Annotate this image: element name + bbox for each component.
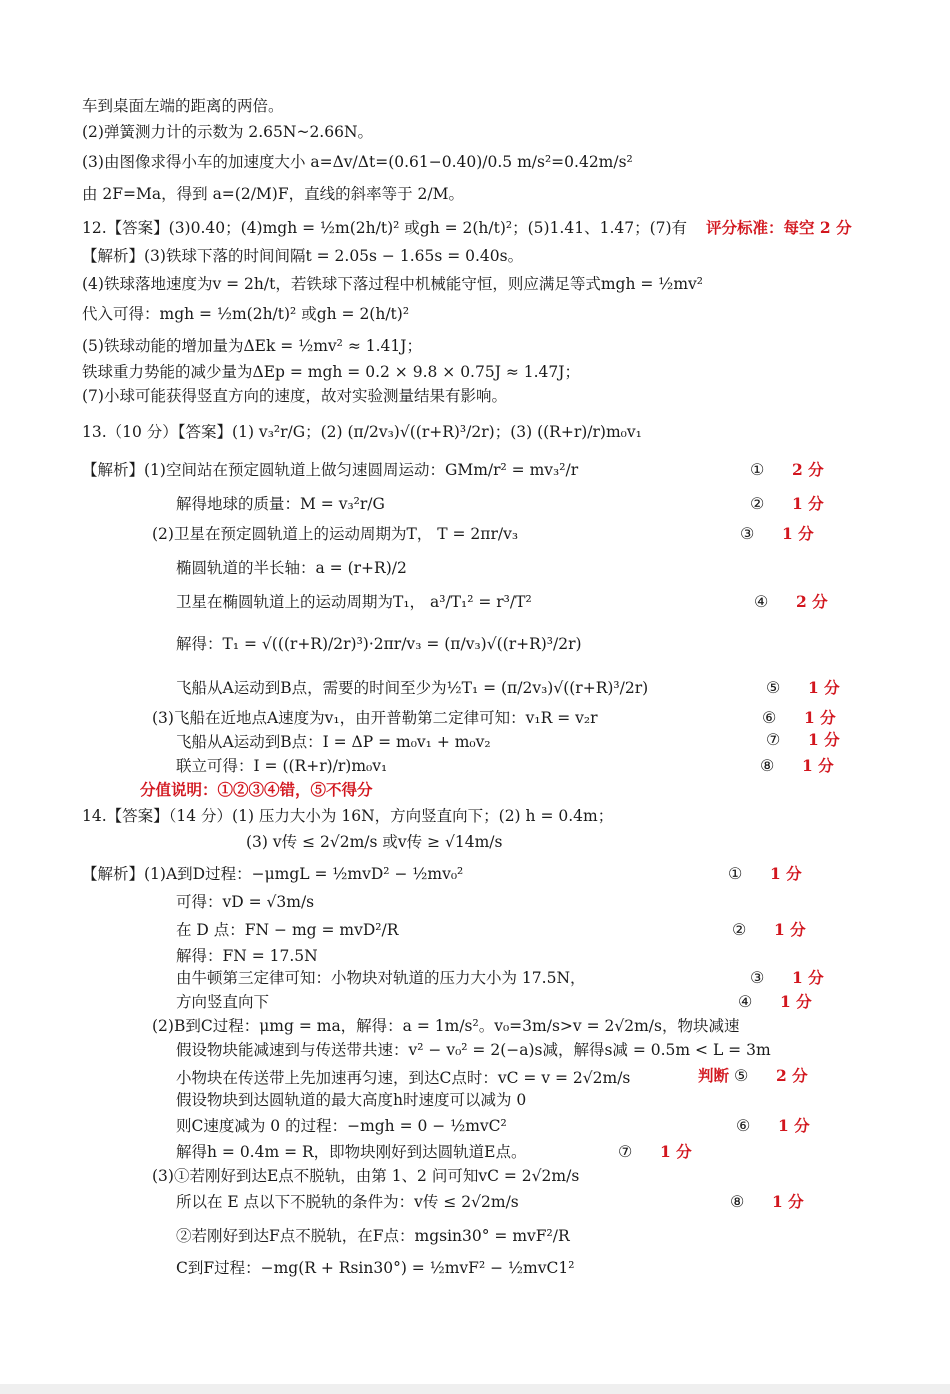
- step-marker: ⑥: [762, 708, 777, 727]
- step-points: 1 分: [774, 920, 806, 939]
- step-points: 1 分: [808, 678, 840, 697]
- text-line: 车到桌面左端的距离的两倍。: [82, 97, 284, 115]
- text-line: (3)①若刚好到达E点不脱轨，由第 1、2 问可知vC = 2√2m/s: [152, 1167, 580, 1185]
- text-line: 解得：T₁ = √(((r+R)/2r)³)·2πr/v₃ = (π/v₃)√((r+R)³/2r): [176, 635, 582, 653]
- text-line: ②若刚好到达F点不脱轨，在F点：mgsin30° = mvF²/R: [176, 1227, 570, 1245]
- text-line: 由 2F=Ma，得到 a=(2/M)F，直线的斜率等于 2/M。: [82, 185, 464, 203]
- text-line: (2)B到C过程：μmg = ma，解得：a = 1m/s²。v₀=3m/s>v = 2√2m/s，物块减速: [152, 1017, 740, 1035]
- text-line: 卫星在椭圆轨道上的运动周期为T₁， a³/T₁² = r³/T²: [176, 593, 532, 611]
- step-marker: ⑦: [618, 1142, 633, 1161]
- q14-judgement-label: 判断: [698, 1066, 730, 1085]
- q14-judgement-marker: ⑤: [734, 1066, 749, 1085]
- bottom-edge: [0, 1384, 950, 1394]
- step-marker: ⑦: [766, 730, 781, 749]
- step-points: 1 分: [802, 756, 834, 775]
- text-line: (3)飞船在近地点A速度为v₁，由开普勒第二定律可知：v₁R = v₂r: [152, 709, 598, 727]
- text-line: (3)由图像求得小车的加速度大小 a=Δv/Δt=(0.61−0.40)/0.5 m/s²=0.42m/s²: [82, 153, 633, 171]
- step-points: 1 分: [808, 730, 840, 749]
- step-marker: ①: [728, 864, 743, 883]
- step-points: 2 分: [792, 460, 824, 479]
- text-line: 所以在 E 点以下不脱轨的条件为：v传 ≤ 2√2m/s: [176, 1193, 519, 1211]
- text-line: C到F过程：−mg(R + Rsin30°) = ½mvF² − ½mvC1²: [176, 1259, 575, 1277]
- text-line: 联立可得：I = ((R+r)/r)m₀v₁: [176, 757, 388, 775]
- step-points: 1 分: [782, 524, 814, 543]
- step-points: 1 分: [792, 494, 824, 513]
- step-marker: ⑥: [736, 1116, 751, 1135]
- text-line: 假设物块能减速到与传送带共速：v² − v₀² = 2(−a)s减，解得s减 = 0.5m < L = 3m: [176, 1041, 771, 1059]
- step-marker: ②: [750, 494, 765, 513]
- step-points: 2 分: [796, 592, 828, 611]
- text-line: 【解析】(1)A到D过程：−μmgL = ½mvD² − ½mv₀²: [82, 865, 464, 883]
- text-line: 由牛顿第三定律可知：小物块对轨道的压力大小为 17.5N，: [176, 969, 586, 987]
- step-points: 1 分: [770, 864, 802, 883]
- text-line: (2)弹簧测力计的示数为 2.65N~2.66N。: [82, 123, 374, 141]
- text-line: 12.【答案】(3)0.40；(4)mgh = ½m(2h/t)² 或gh = 2(h/t)²；(5)1.41、1.47；(7)有: [82, 219, 688, 237]
- step-marker: ②: [732, 920, 747, 939]
- text-line: 可得：vD = √3m/s: [176, 893, 315, 911]
- text-line: (5)铁球动能的增加量为ΔEk = ½mv² ≈ 1.41J；: [82, 337, 422, 355]
- step-points: 1 分: [660, 1142, 692, 1161]
- text-line: 则C速度减为 0 的过程：−mgh = 0 − ½mvC²: [176, 1117, 507, 1135]
- text-line: 解得地球的质量：M = v₃²r/G: [176, 495, 385, 513]
- text-line: 椭圆轨道的半长轴：a = (r+R)/2: [176, 559, 407, 577]
- text-line: 14.【答案】（14 分）(1) 压力大小为 16N，方向竖直向下；(2) h = 0.4m；: [82, 807, 614, 825]
- q14-judgement-points: 2 分: [776, 1066, 808, 1085]
- text-line: 解得：FN = 17.5N: [176, 947, 318, 965]
- text-line: 方向竖直向下: [176, 993, 270, 1011]
- text-line: (3) v传 ≤ 2√2m/s 或v传 ≥ √14m/s: [246, 833, 503, 851]
- step-marker: ⑤: [766, 678, 781, 697]
- step-points: 1 分: [772, 1192, 804, 1211]
- step-points: 1 分: [780, 992, 812, 1011]
- text-line: (2)卫星在预定圆轨道上的运动周期为T， T = 2πr/v₃: [152, 525, 519, 543]
- text-line: 假设物块到达圆轨道的最大高度h时速度可以减为 0: [176, 1091, 527, 1109]
- text-line: 13.（10 分）【答案】(1) v₃²r/G；(2) (π/2v₃)√((r+R)³/2r)；(3) ((R+r)/r)m₀v₁: [82, 423, 642, 441]
- step-marker: ④: [754, 592, 769, 611]
- text-line: 【解析】(3)铁球下落的时间间隔t = 2.05s − 1.65s = 0.40s。: [82, 247, 524, 265]
- step-marker: ⑧: [730, 1192, 745, 1211]
- step-points: 1 分: [778, 1116, 810, 1135]
- q12-scoring-note: 评分标准：每空 2 分: [706, 218, 852, 237]
- step-marker: ①: [750, 460, 765, 479]
- step-points: 1 分: [804, 708, 836, 727]
- text-line: 代入可得：mgh = ½m(2h/t)² 或gh = 2(h/t)²: [82, 305, 410, 323]
- step-marker: ③: [740, 524, 755, 543]
- text-line: 解得h = 0.4m = R，即物块刚好到达圆轨道E点。: [176, 1143, 527, 1161]
- text-line: 小物块在传送带上先加速再匀速，到达C点时：vC = v = 2√2m/s: [176, 1069, 631, 1087]
- step-marker: ⑧: [760, 756, 775, 775]
- text-line: 飞船从A运动到B点：I = ΔP = m₀v₁ + m₀v₂: [176, 733, 491, 751]
- text-line: (7)小球可能获得竖直方向的速度，故对实验测量结果有影响。: [82, 387, 507, 405]
- step-marker: ③: [750, 968, 765, 987]
- text-line: 铁球重力势能的减少量为ΔEp = mgh = 0.2 × 9.8 × 0.75J ≈ 1.47J；: [82, 363, 580, 381]
- q13-scoring-note: 分值说明：①②③④错，⑤不得分: [140, 780, 373, 799]
- text-line: (4)铁球落地速度为v = 2h/t，若铁球下落过程中机械能守恒，则应满足等式mgh = ½mv²: [82, 275, 703, 293]
- step-marker: ④: [738, 992, 753, 1011]
- step-points: 1 分: [792, 968, 824, 987]
- text-line: 在 D 点：FN − mg = mvD²/R: [176, 921, 399, 939]
- text-line: 【解析】(1)空间站在预定圆轨道上做匀速圆周运动：GMm/r² = mv₃²/r: [82, 461, 579, 479]
- text-line: 飞船从A运动到B点，需要的时间至少为½T₁ = (π/2v₃)√((r+R)³/2r): [176, 679, 649, 697]
